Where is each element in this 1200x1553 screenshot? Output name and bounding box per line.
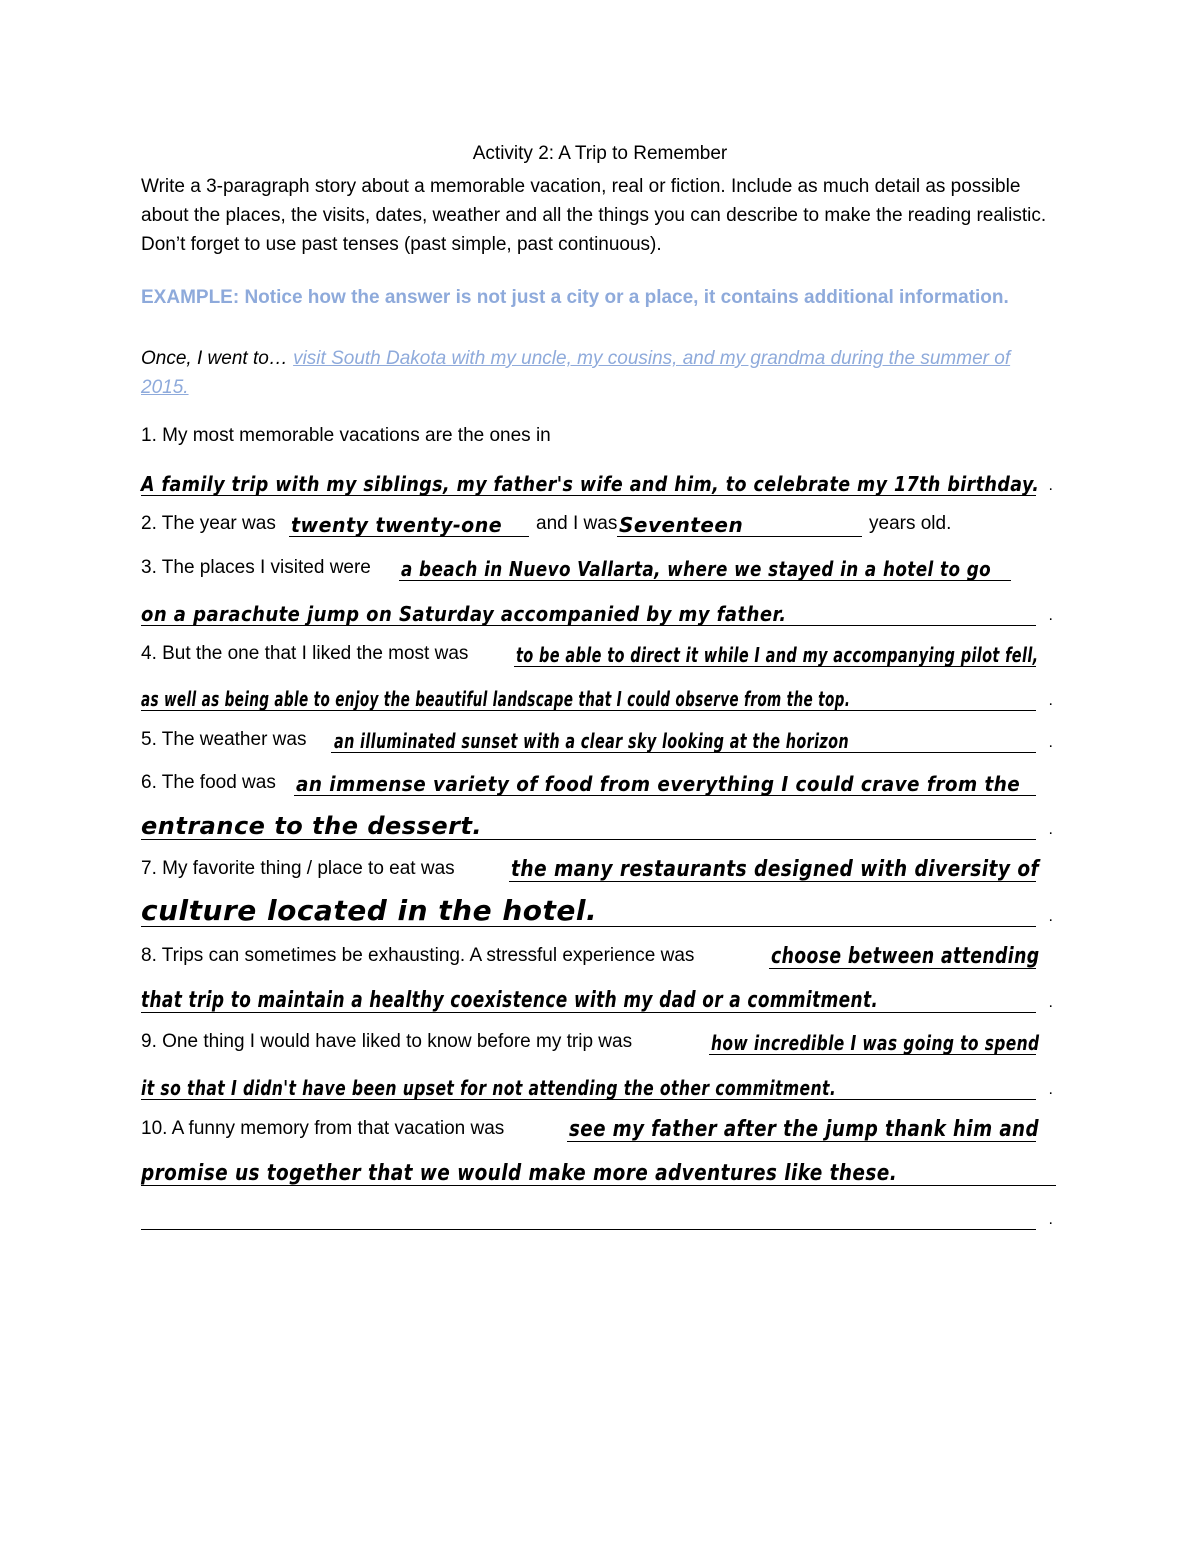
answer-1-row (141, 462, 1061, 502)
question-10-text: 10. A funny memory from that vacation was (141, 1118, 505, 1139)
answer-10-line-1[interactable]: see my father after the jump thank him and (569, 1117, 1039, 1142)
answer-9-line-2[interactable]: it so that I didn't have been upset for not attending the other commitment. (141, 1076, 837, 1100)
question-4-text: 4. But the one that I liked the most was (141, 643, 469, 664)
period: . (1048, 1081, 1053, 1098)
answer-8-line-1[interactable]: choose between attending (771, 944, 1040, 969)
answer-6-row (141, 806, 1061, 846)
answer-3-line-1[interactable]: a beach in Nuevo Vallarta, where we stayed in a hotel to go (401, 557, 992, 581)
question-7-text: 7. My favorite thing / place to eat was (141, 858, 455, 879)
answer-10-line-2[interactable]: promise us together that we would make more adventures like these. (141, 1161, 898, 1186)
question-3 (141, 547, 1061, 587)
answer-9-row (141, 1066, 1061, 1106)
answer-7-line-2[interactable]: culture located in the hotel. (141, 894, 598, 927)
answer-2-year[interactable]: twenty twenty-one (291, 513, 503, 537)
period: . (1048, 692, 1053, 709)
question-1 (141, 415, 1061, 455)
period: . (1048, 994, 1053, 1011)
question-5 (141, 719, 1061, 759)
question-8 (141, 935, 1061, 975)
question-8-text: 8. Trips can sometimes be exhausting. A stressful experience was (141, 945, 695, 966)
question-7 (141, 848, 1061, 888)
answer-8-row (141, 979, 1061, 1019)
instructions: Write a 3-paragraph story about a memorable vacation, real or fiction. Include as much detail as possible about the places, the visits, dates, weather and all the things you can describe to make the reading realistic. Don’t forget to use past tenses (past simple, past continuous). (141, 176, 1047, 255)
answer-10-extra-row (141, 1196, 1061, 1236)
question-6 (141, 762, 1061, 802)
question-4 (141, 633, 1061, 673)
answer-line (141, 1229, 1036, 1230)
period: . (1048, 908, 1053, 925)
question-9-text: 9. One thing I would have liked to know before my trip was (141, 1031, 633, 1052)
example-label: EXAMPLE: Notice how the answer is not just a city or a place, it contains additional information. (141, 287, 1009, 308)
period: . (1048, 477, 1053, 494)
question-5-text: 5. The weather was (141, 729, 307, 750)
answer-4-row (141, 677, 1061, 717)
period: . (1048, 821, 1053, 838)
answer-7-line-1[interactable]: the many restaurants designed with diversity of (511, 857, 1040, 882)
question-2-middle: and I was (536, 513, 618, 534)
answer-4-line-1[interactable]: to be able to direct it while I and my accompanying pilot fell, (516, 643, 1039, 667)
answer-8-line-2[interactable]: that trip to maintain a healthy coexistence with my dad or a commitment. (141, 988, 879, 1013)
answer-5[interactable]: an illuminated sunset with a clear sky looking at the horizon (334, 729, 849, 753)
answer-1[interactable]: A family trip with my siblings, my father's wife and him, to celebrate my 17th birthday. (141, 472, 1040, 496)
period: . (1048, 1211, 1053, 1228)
answer-4-line-2[interactable]: as well as being able to enjoy the beautiful landscape that I could observe from the top. (141, 687, 851, 711)
answer-10-row (141, 1152, 1061, 1192)
question-10 (141, 1108, 1061, 1148)
answer-2-age[interactable]: Seventeen (619, 513, 744, 537)
period: . (1048, 734, 1053, 751)
question-2-text: 2. The year was (141, 513, 276, 534)
answer-9-line-1[interactable]: how incredible I was going to spend (711, 1031, 1040, 1055)
question-2 (141, 503, 1061, 543)
question-6-text: 6. The food was (141, 772, 276, 793)
activity-title: Activity 2: A Trip to Remember (472, 143, 728, 164)
question-2-suffix: years old. (869, 513, 952, 534)
example-sentence (141, 344, 1041, 402)
question-1-text: 1. My most memorable vacations are the ones in (141, 425, 551, 446)
question-3-text: 3. The places I visited were (141, 557, 371, 578)
answer-7-row (141, 893, 1061, 933)
answer-6-line-1[interactable]: an immense variety of food from everything I could crave from the (296, 772, 1021, 796)
answer-6-line-2[interactable]: entrance to the dessert. (141, 812, 483, 840)
example-prompt: Once, I went to… (141, 348, 288, 369)
answer-3-row (141, 592, 1061, 632)
period: . (1048, 607, 1053, 624)
example-answer: visit South Dakota with my uncle, my cousins, and my grandma during the summer of 2015. (141, 348, 1011, 398)
answer-3-line-2[interactable]: on a parachute jump on Saturday accompanied by my father. (141, 602, 787, 626)
question-9 (141, 1021, 1061, 1061)
